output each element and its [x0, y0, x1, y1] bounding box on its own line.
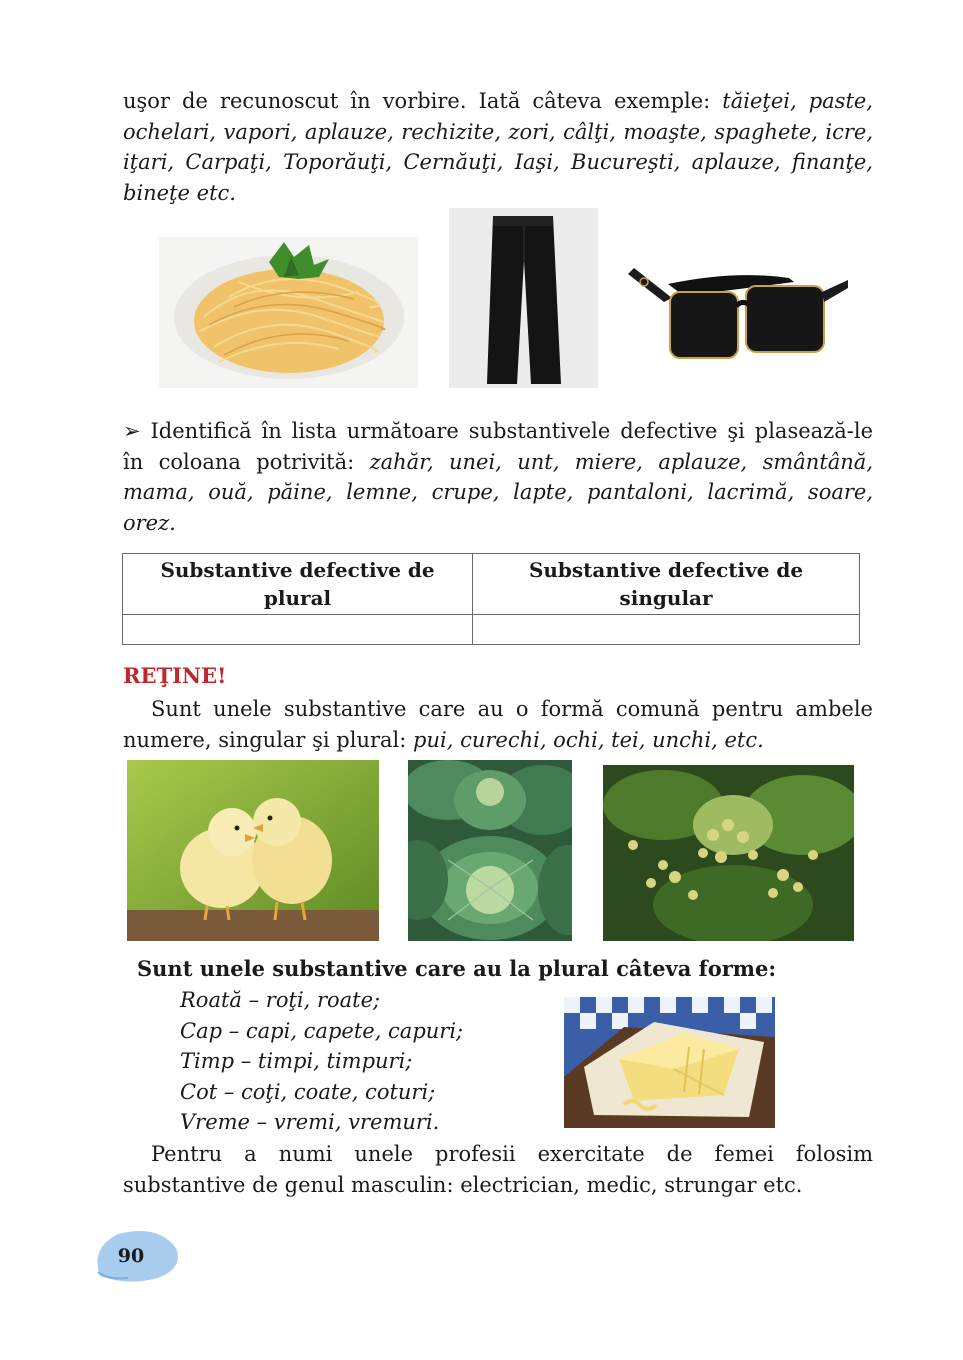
plural-forms-list: [180, 985, 463, 1138]
bullet-arrow-icon: ➢: [123, 419, 141, 443]
spaghetti-image: [159, 237, 418, 388]
exercise-lead: Identifică în lista următoare substantivele defective şi plasează-le în coloana potrivită:: [123, 419, 873, 474]
butter-image: [564, 997, 775, 1128]
exercise-words: zahăr, unei, unt, miere, aplauze, smântână, mama, ouă, păine, lemne, crupe, lapte, pantaloni, lacrimă, soare, orez.: [123, 449, 873, 535]
list-item: Timp – timpi, timpuri;: [180, 1049, 413, 1073]
sunglasses-image: [624, 262, 851, 365]
chicks-image: [127, 760, 379, 941]
plural-forms-heading: Sunt unele substantive care au la plural câteva forme:: [137, 956, 777, 981]
defective-nouns-table: [122, 553, 860, 645]
intro-lead: uşor de recunoscut în vorbire. Iată câteva exemple:: [123, 89, 723, 113]
retine-examples: pui, curechi, ochi, tei, unchi, etc.: [413, 727, 764, 752]
exercise-paragraph: [123, 416, 873, 538]
linden-flowers-image: [603, 765, 854, 941]
list-item: Cot – coţi, coate, coturi;: [180, 1079, 436, 1104]
singular-answer-cell[interactable]: [473, 615, 860, 645]
page-number: 90: [117, 1245, 145, 1267]
retine-paragraph: [123, 694, 873, 755]
plural-column-header: Substantive defective de plural: [123, 554, 473, 615]
table-row: [123, 615, 860, 645]
plural-answer-cell[interactable]: [123, 615, 473, 645]
list-item: Roată – roţi, roate;: [180, 988, 381, 1012]
professions-paragraph: Pentru a numi unele profesii exercitate de femei folosim substantive de genul masculin: electrician, medic, strungar etc.: [123, 1142, 873, 1197]
table-header-row: [123, 554, 860, 615]
trousers-image: [449, 208, 598, 388]
intro-paragraph: [123, 86, 873, 208]
retine-heading: REŢINE!: [123, 663, 227, 688]
list-item: Vreme – vremi, vremuri.: [180, 1110, 440, 1134]
intro-examples: tăieţei, paste, ochelari, vapori, aplauze, rechizite, zori, câlţi, moaşte, spaghete, icre, iţari, Carpaţi, Toporăuţi, Cernăuţi, Iaşi, Bucureşti, aplauze, finanţe, bineţe etc.: [123, 89, 873, 205]
retine-lead: Sunt unele substantive care au o formă comună pentru ambele numere, singular şi plural:: [123, 697, 873, 752]
list-item: Cap – capi, capete, capuri;: [180, 1018, 464, 1043]
cabbage-image: [408, 760, 572, 941]
singular-column-header: Substantive defective de singular: [473, 554, 860, 615]
